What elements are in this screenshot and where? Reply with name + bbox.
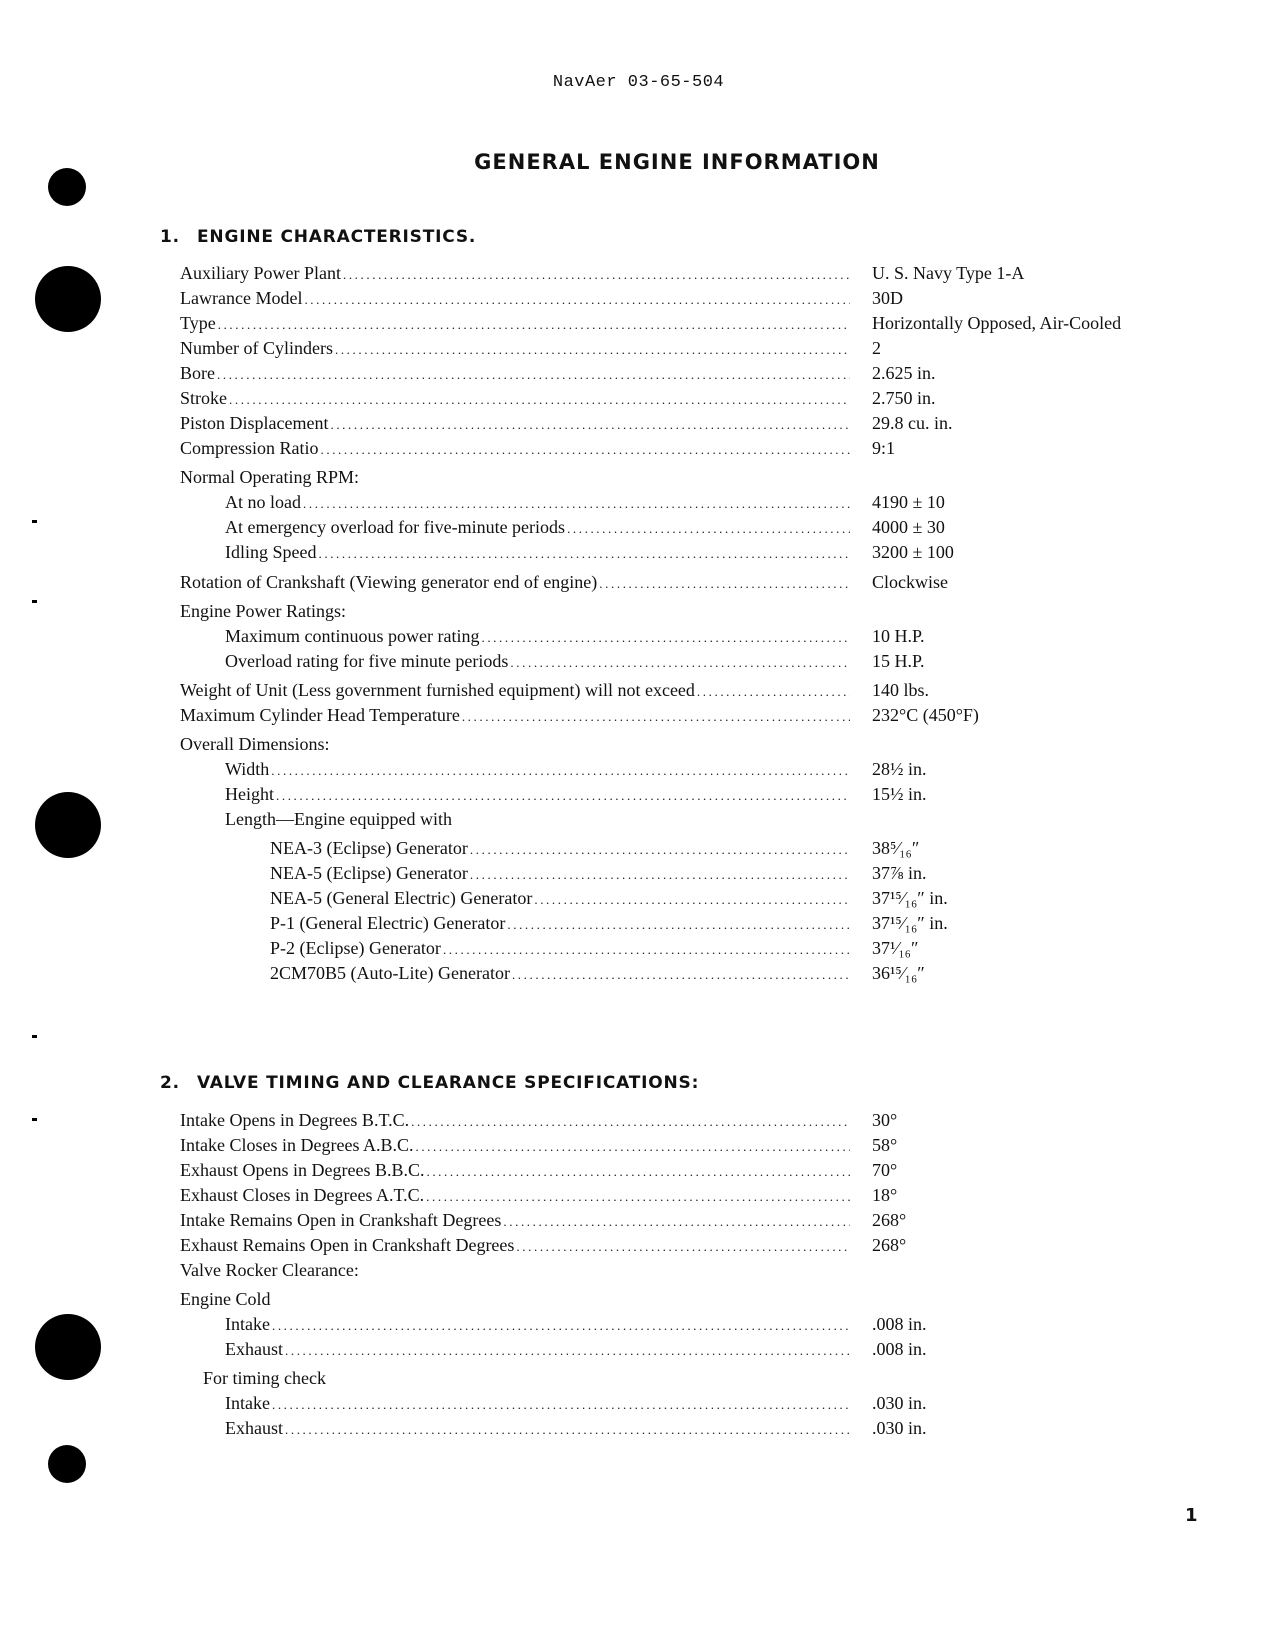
section-title: VALVE TIMING AND CLEARANCE SPECIFICATIONS: [197,1073,700,1093]
spec-row [180,1210,850,1234]
dot-leader [272,1397,850,1413]
edge-mark [32,1118,37,1121]
spec-row [225,542,850,566]
spec-row [180,413,850,437]
spec-label: Maximum Cylinder Head Temperature [180,705,460,725]
dot-leader [512,967,850,983]
spec-label: NEA-5 (Eclipse) Generator [270,863,468,883]
dot-leader [481,630,850,646]
section-heading-engine-characteristics [160,227,476,247]
dot-leader [567,521,850,537]
spec-value: Horizontally Opposed, Air-Cooled [872,313,1122,333]
spec-row [225,784,850,808]
spec-row [180,705,850,729]
punch-hole [35,792,101,858]
spec-row [180,572,850,596]
dot-leader [303,496,850,512]
dot-leader [470,867,850,883]
spec-value: 70° [872,1160,898,1180]
spec-label: Type [180,313,216,333]
spec-label: Width [225,759,270,779]
spec-label: Exhaust Opens in Degrees B.B.C. [180,1160,425,1180]
spec-label: Intake [225,1314,270,1334]
spec-label: Idling Speed [225,542,317,562]
spec-row [270,838,850,862]
spec-row [180,288,850,312]
spec-row [270,938,850,962]
spec-label: Lawrance Model [180,288,303,308]
subheading-timing-check: For timing check [203,1368,326,1388]
spec-label: NEA-3 (Eclipse) Generator [270,838,468,858]
spec-label: Intake [225,1393,270,1413]
spec-value: 37¹⁵⁄₁₆″ in. [872,913,948,933]
spec-value: 2.750 in. [872,388,936,408]
spec-label: Compression Ratio [180,438,319,458]
spec-row [270,888,850,912]
subheading-engine-cold: Engine Cold [180,1289,271,1309]
dot-leader [470,842,850,858]
dot-leader [411,1114,850,1130]
spec-row [225,1339,850,1363]
dot-leader [229,392,850,408]
dot-leader [415,1139,850,1155]
spec-label: Intake Remains Open in Crankshaft Degrees [180,1210,502,1230]
spec-row [180,680,850,704]
spec-value: 37⅞ in. [872,863,927,883]
spec-value: .008 in. [872,1314,927,1334]
spec-row [180,363,850,387]
punch-hole [35,1314,101,1380]
dot-leader [516,1239,850,1255]
spec-label: At emergency overload for five-minute periods [225,517,566,537]
dot-leader [335,342,850,358]
spec-label: P-2 (Eclipse) Generator [270,938,441,958]
dot-leader [218,317,850,333]
dot-leader [271,763,850,779]
dot-leader [285,1422,850,1438]
spec-value: 2.625 in. [872,363,936,383]
spec-label: Maximum continuous power rating [225,626,480,646]
dot-leader [443,942,850,958]
dot-leader [426,1189,850,1205]
subheading-power-ratings: Engine Power Ratings: [180,601,346,621]
spec-label: At no load [225,492,301,512]
dot-leader [510,655,850,671]
dot-leader [276,788,850,804]
dot-leader [285,1343,850,1359]
spec-value: 28½ in. [872,759,927,779]
document-number: NavAer 03-65-504 [552,73,725,92]
spec-value: 36¹⁵⁄₁₆″ [872,963,925,983]
spec-label: Rotation of Crankshaft (Viewing generator end of engine) [180,572,598,592]
spec-row [180,1235,850,1259]
punch-hole [35,266,101,332]
spec-value: .030 in. [872,1393,927,1413]
spec-value: 10 H.P. [872,626,925,646]
spec-label: P-1 (General Electric) Generator [270,913,506,933]
spec-value: 38⁵⁄₁₆″ [872,838,920,858]
spec-value: .030 in. [872,1418,927,1438]
dot-leader [503,1214,850,1230]
subheading-valve-rocker: Valve Rocker Clearance: [180,1260,359,1280]
subheading-overall-dimensions: Overall Dimensions: [180,734,330,754]
spec-value: 58° [872,1135,898,1155]
punch-hole [48,168,86,206]
spec-row [180,1110,850,1134]
subheading-length: Length—Engine equipped with [225,809,452,829]
spec-label: Stroke [180,388,227,408]
spec-label: Weight of Unit (Less government furnished equipment) will not exceed [180,680,695,700]
spec-label: Intake Closes in Degrees A.B.C. [180,1135,414,1155]
spec-value: 18° [872,1185,898,1205]
dot-leader [462,709,850,725]
dot-leader [343,267,850,283]
spec-value: 140 lbs. [872,680,930,700]
spec-row [180,1160,850,1184]
dot-leader [697,684,850,700]
dot-leader [217,367,850,383]
spec-row [225,1314,850,1338]
spec-value: .008 in. [872,1339,927,1359]
spec-label: Exhaust [225,1418,283,1438]
spec-row [180,338,850,362]
dot-leader [534,892,850,908]
spec-label: 2CM70B5 (Auto-Lite) Generator [270,963,510,983]
spec-value: 29.8 cu. in. [872,413,953,433]
section-number: 2. [160,1073,180,1093]
spec-value: 30° [872,1110,898,1130]
spec-row [270,913,850,937]
spec-row [270,963,850,987]
spec-label: Exhaust [225,1339,283,1359]
spec-row [225,517,850,541]
spec-value: 15½ in. [872,784,927,804]
spec-label: Overload rating for five minute periods [225,651,509,671]
spec-value: 37¹⁄₁₆″ [872,938,919,958]
section-number: 1. [160,227,180,247]
page-title: GENERAL ENGINE INFORMATION [474,150,880,174]
edge-mark [32,1035,37,1038]
edge-mark [32,520,37,523]
spec-value: 37¹⁵⁄₁₆″ in. [872,888,948,908]
spec-value: 3200 ± 100 [872,542,954,562]
spec-row [180,438,850,462]
edge-mark [32,600,37,603]
dot-leader [426,1164,850,1180]
spec-label: Auxiliary Power Plant [180,263,341,283]
spec-label: Exhaust Closes in Degrees A.T.C. [180,1185,425,1205]
spec-row [180,1135,850,1159]
spec-value: 30D [872,288,903,308]
dot-leader [321,442,851,458]
dot-leader [599,576,850,592]
spec-value: Clockwise [872,572,948,592]
spec-label: NEA-5 (General Electric) Generator [270,888,533,908]
section-heading-valve-timing [160,1073,699,1093]
subheading-normal-rpm: Normal Operating RPM: [180,467,359,487]
spec-value: 9:1 [872,438,896,458]
spec-row [270,863,850,887]
spec-row [225,651,850,675]
dot-leader [304,292,850,308]
spec-value: 268° [872,1235,907,1255]
spec-row [180,388,850,412]
spec-label: Piston Displacement [180,413,329,433]
spec-row [180,263,850,287]
spec-row [225,626,850,650]
spec-value: 2 [872,338,881,358]
spec-row [225,759,850,783]
dot-leader [319,546,851,562]
dot-leader [330,417,850,433]
punch-hole [48,1445,86,1483]
spec-label: Number of Cylinders [180,338,333,358]
spec-row [225,1418,850,1442]
spec-value: U. S. Navy Type 1-A [872,263,1025,283]
spec-value: 232°C (450°F) [872,705,979,725]
spec-value: 4000 ± 30 [872,517,945,537]
spec-label: Height [225,784,274,804]
spec-value: 15 H.P. [872,651,925,671]
spec-label: Intake Opens in Degrees B.T.C. [180,1110,410,1130]
spec-row [225,492,850,516]
spec-label: Exhaust Remains Open in Crankshaft Degrees [180,1235,515,1255]
page-number: 1 [1185,1505,1198,1526]
dot-leader [507,917,850,933]
spec-row [180,313,850,337]
spec-row [180,1185,850,1209]
spec-value: 4190 ± 10 [872,492,945,512]
section-title: ENGINE CHARACTERISTICS. [197,227,477,247]
spec-value: 268° [872,1210,907,1230]
spec-label: Bore [180,363,215,383]
spec-row [225,1393,850,1417]
dot-leader [272,1318,850,1334]
